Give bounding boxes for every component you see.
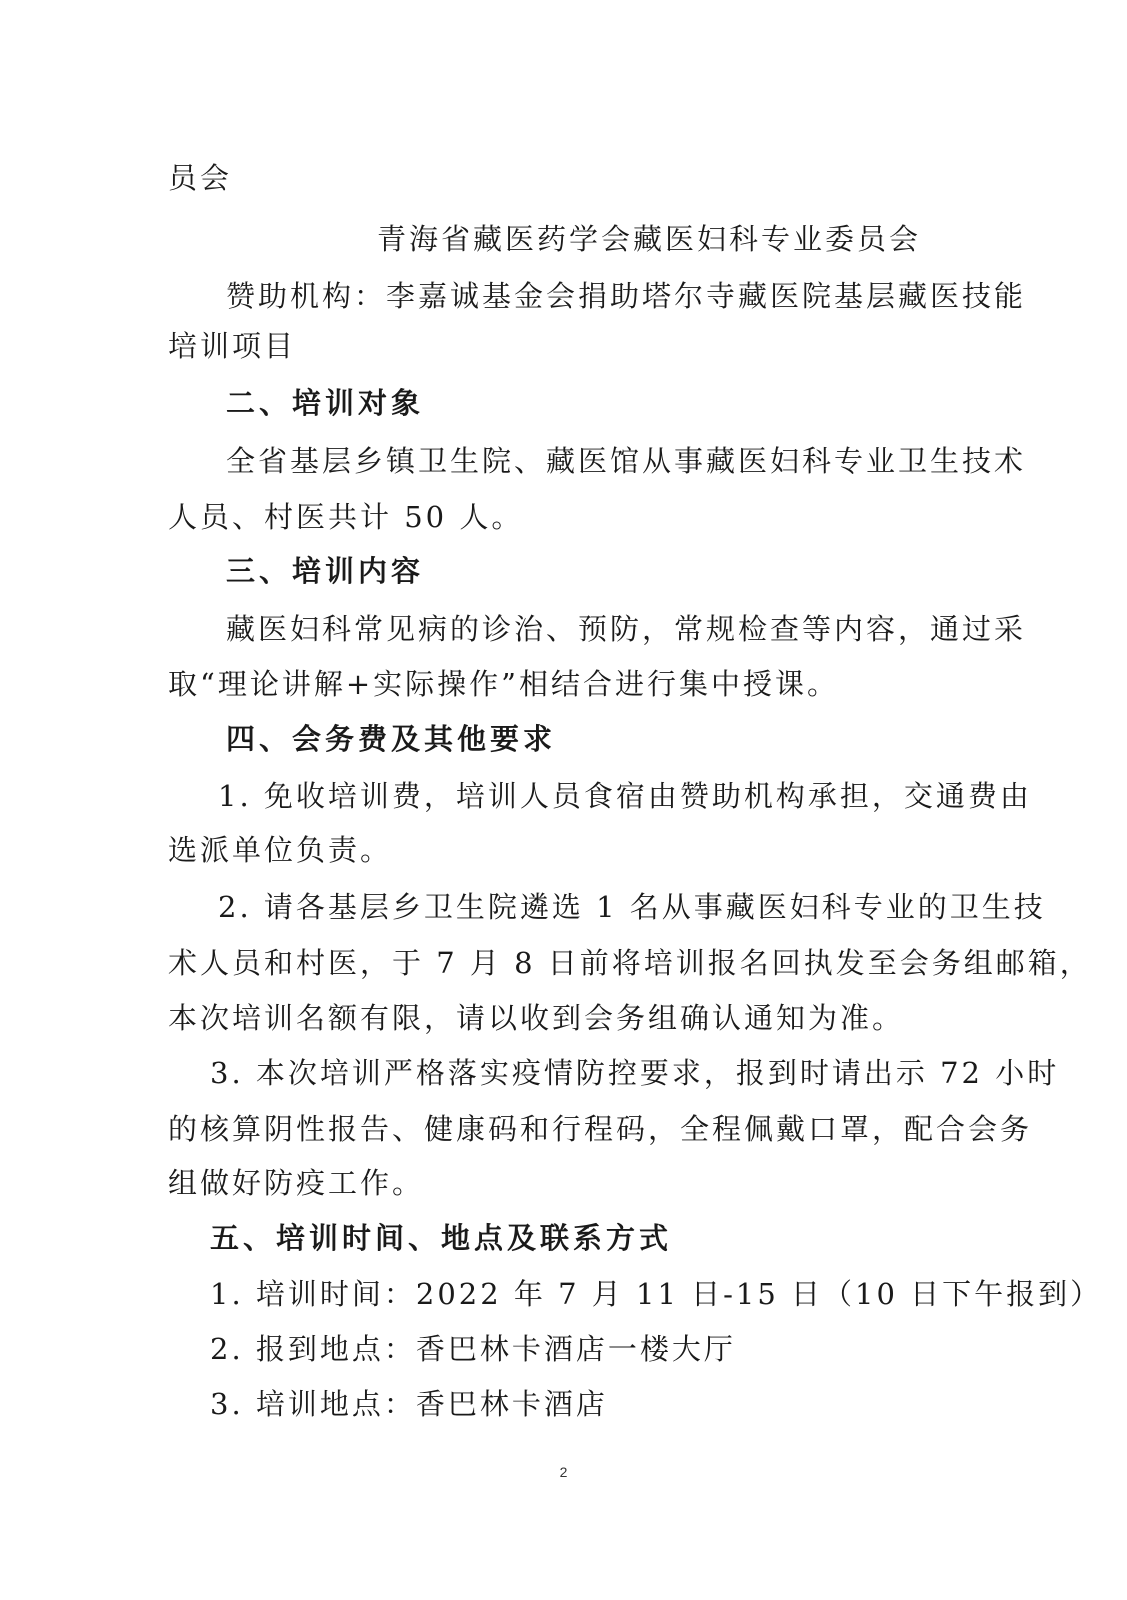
text-line: 的核算阴性报告、健康码和行程码，全程佩戴口罩，配合会务 xyxy=(168,1112,1033,1146)
text-line: 全省基层乡镇卫生院、藏医馆从事藏医妇科专业卫生技术 xyxy=(226,444,1027,478)
text-line: 本次培训名额有限，请以收到会务组确认通知为准。 xyxy=(168,1001,905,1035)
text-line: 藏医妇科常见病的诊治、预防，常规检查等内容，通过采 xyxy=(226,612,1027,646)
text-line: 术人员和村医，于 7 月 8 日前将培训报名回执发至会务组邮箱， xyxy=(168,946,1092,980)
text-line: 取“理论讲解+实际操作”相结合进行集中授课。 xyxy=(168,667,839,701)
text-line: 培训项目 xyxy=(168,329,297,363)
text-line: 2. 报到地点：香巴林卡酒店一楼大厅 xyxy=(210,1332,736,1366)
section-heading-schedule: 五、培训时间、地点及联系方式 xyxy=(210,1221,673,1255)
organizer-line: 青海省藏医药学会藏医妇科专业委员会 xyxy=(377,222,922,256)
section-heading-trainees: 二、培训对象 xyxy=(226,386,425,420)
sponsor-line: 赞助机构：李嘉诚基金会捐助塔尔寺藏医院基层藏医技能 xyxy=(226,279,1027,313)
text-line: 3. 本次培训严格落实疫情防控要求，报到时请出示 72 小时 xyxy=(210,1056,1060,1090)
text-line: 员会 xyxy=(168,161,233,195)
text-line: 1. 免收培训费，培训人员食宿由赞助机构承担，交通费由 xyxy=(218,779,1032,813)
text-line: 选派单位负责。 xyxy=(168,833,393,867)
text-line: 2. 请各基层乡卫生院遴选 1 名从事藏医妇科专业的卫生技 xyxy=(218,890,1046,924)
section-heading-fees: 四、会务费及其他要求 xyxy=(226,722,557,756)
text-line: 人员、村医共计 50 人。 xyxy=(168,500,524,534)
page-number: 2 xyxy=(559,1464,568,1480)
text-line: 1. 培训时间：2022 年 7 月 11 日-15 日（10 日下午报到） xyxy=(210,1277,1103,1311)
section-heading-content: 三、培训内容 xyxy=(226,554,425,588)
text-line: 组做好防疫工作。 xyxy=(168,1166,425,1200)
text-line: 3. 培训地点：香巴林卡酒店 xyxy=(210,1387,608,1421)
